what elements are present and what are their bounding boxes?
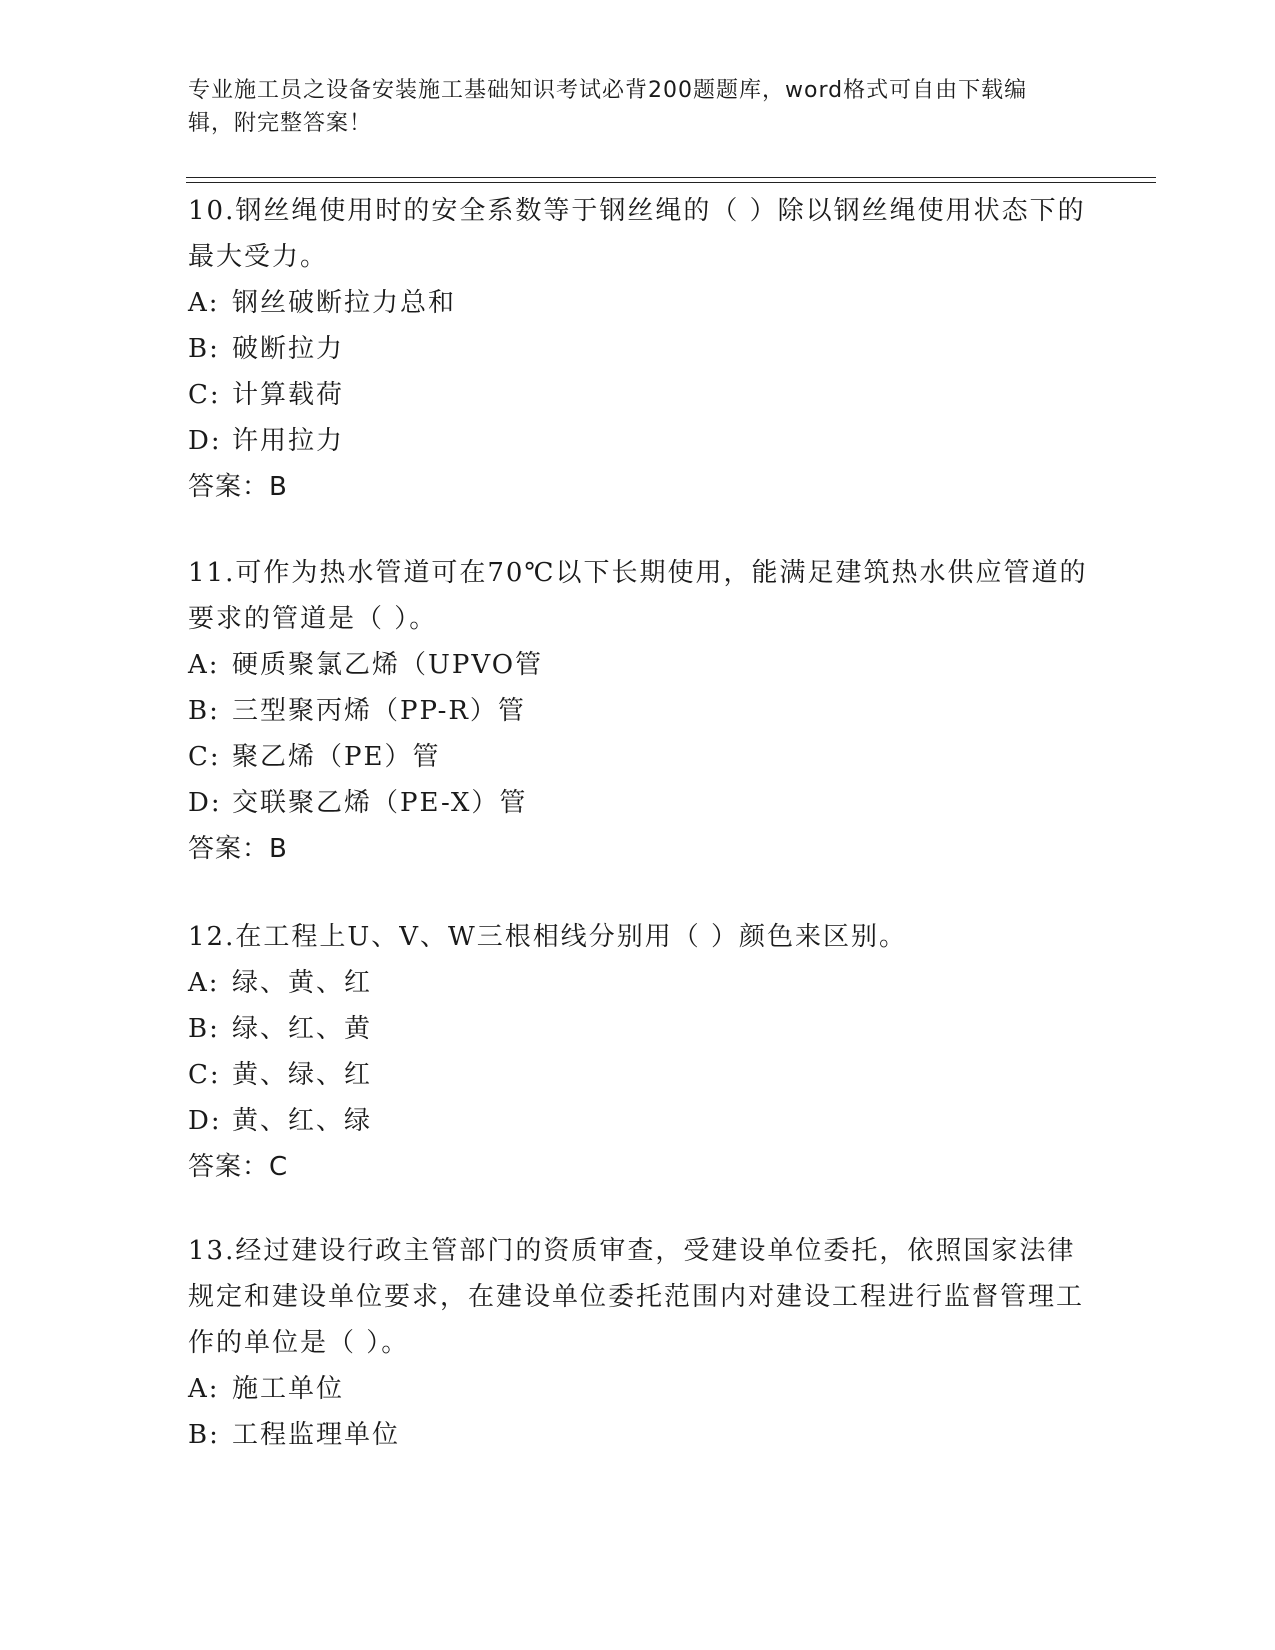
option-a (188, 642, 1088, 688)
option-letter: B: (188, 1420, 220, 1450)
option-c (188, 372, 1088, 418)
option-b (188, 1006, 1088, 1052)
question-11 (188, 550, 1088, 872)
answer-line: 答案：C (188, 1152, 289, 1182)
option-letter: B: (188, 334, 220, 364)
option-text: 黄、绿、红 (232, 1060, 373, 1090)
option-text: 计算载荷 (232, 380, 345, 410)
option-letter: D: (188, 426, 222, 456)
document-header: 专业施工员之设备安装施工基础知识考试必背200题题库，word格式可自由下载编辑，附完整答案！ (188, 78, 1028, 136)
option-text: 绿、红、黄 (232, 1014, 373, 1044)
option-letter: C: (188, 380, 221, 410)
answer-line: 答案：B (188, 472, 288, 502)
option-text: 黄、红、绿 (232, 1106, 373, 1136)
option-d (188, 780, 1088, 826)
option-a (188, 280, 1088, 326)
option-letter: D: (188, 788, 222, 818)
option-c (188, 1052, 1088, 1098)
question-12 (188, 914, 1088, 1190)
option-b (188, 688, 1088, 734)
option-letter: B: (188, 696, 220, 726)
option-b (188, 1412, 1088, 1458)
option-c (188, 734, 1088, 780)
option-text: 破断拉力 (232, 334, 345, 364)
question-13 (188, 1228, 1088, 1458)
option-b (188, 326, 1088, 372)
option-text: 三型聚丙烯（PP-R）管 (232, 696, 526, 726)
option-text: 工程监理单位 (232, 1420, 401, 1450)
option-letter: D: (188, 1106, 222, 1136)
option-text: 硬质聚氯乙烯（UPVO管 (232, 650, 544, 680)
option-text: 聚乙烯（PE）管 (232, 742, 441, 772)
option-letter: A: (188, 1374, 220, 1404)
option-a (188, 960, 1088, 1006)
option-letter: A: (188, 968, 220, 998)
option-a (188, 1366, 1088, 1412)
question-stem: 10.钢丝绳使用时的安全系数等于钢丝绳的（ ）除以钢丝绳使用状态下的最大受力。 (188, 196, 1086, 272)
option-text: 钢丝破断拉力总和 (232, 288, 457, 318)
option-letter: C: (188, 742, 221, 772)
answer-line: 答案：B (188, 834, 288, 864)
option-d (188, 1098, 1088, 1144)
option-d (188, 418, 1088, 464)
question-10 (188, 188, 1088, 510)
option-text: 许用拉力 (232, 426, 345, 456)
question-stem: 11.可作为热水管道可在70℃以下长期使用，能满足建筑热水供应管道的要求的管道是（ ）。 (188, 558, 1088, 634)
option-text: 施工单位 (232, 1374, 345, 1404)
option-letter: C: (188, 1060, 221, 1090)
question-stem: 13.经过建设行政主管部门的资质审查，受建设单位委托，依照国家法律规定和建设单位要求，在建设单位委托范围内对建设工程进行监督管理工作的单位是（ ）。 (188, 1236, 1085, 1358)
option-letter: B: (188, 1014, 220, 1044)
option-text: 交联聚乙烯（PE-X）管 (232, 788, 528, 818)
option-letter: A: (188, 288, 220, 318)
option-letter: A: (188, 650, 220, 680)
question-stem: 12.在工程上U、V、W三根相线分别用（ ）颜色来区别。 (188, 922, 908, 952)
header-divider (186, 177, 1156, 183)
option-text: 绿、黄、红 (232, 968, 373, 998)
